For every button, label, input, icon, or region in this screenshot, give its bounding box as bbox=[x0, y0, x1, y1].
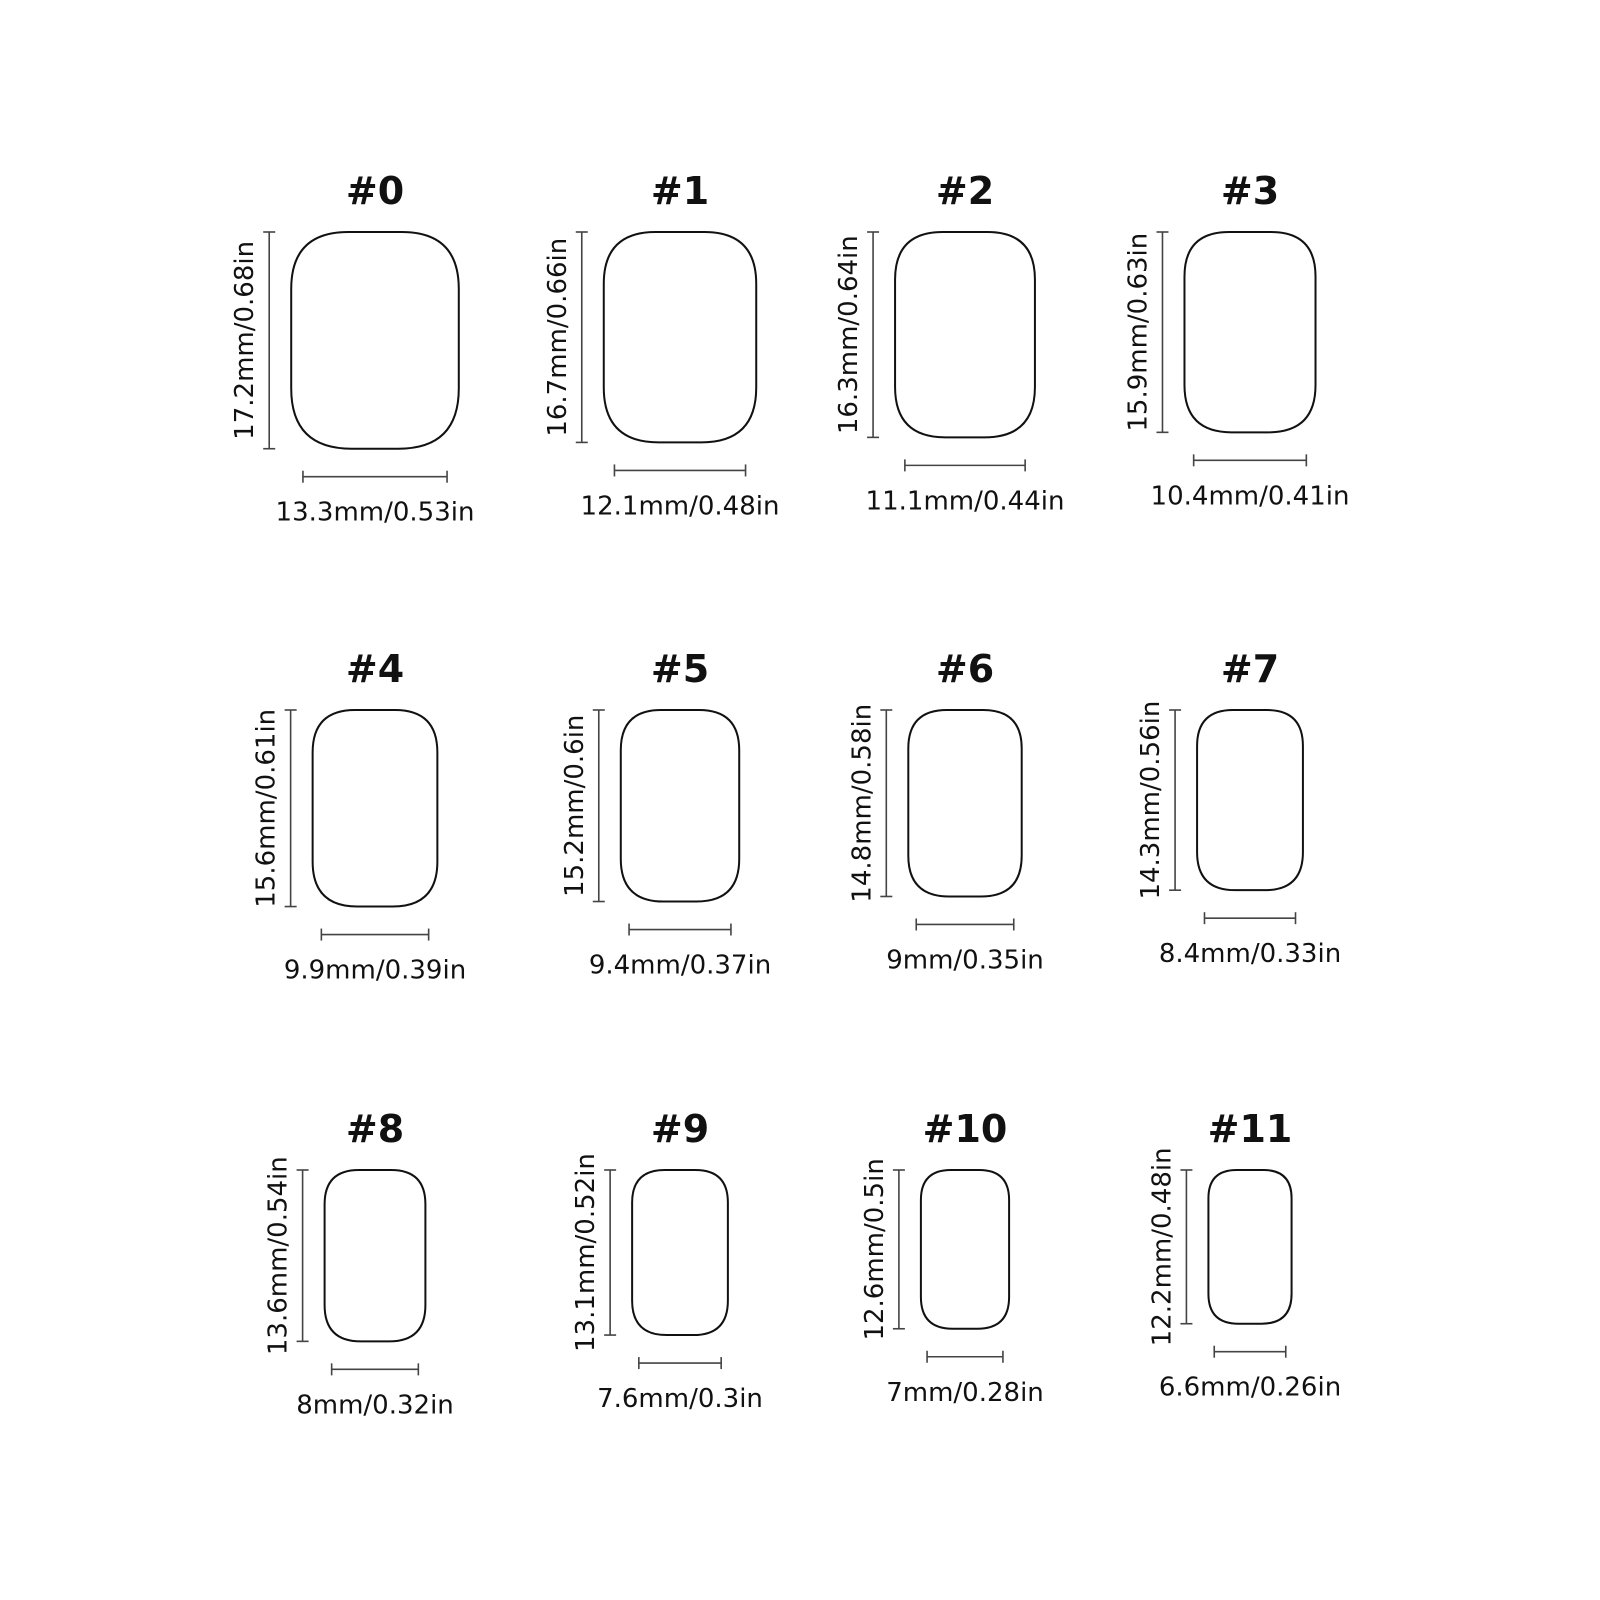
size-title: #1 bbox=[650, 169, 710, 213]
length-label: 16.7mm/0.66in bbox=[542, 237, 573, 437]
length-label: 17.2mm/0.68in bbox=[230, 240, 261, 440]
length-label: 12.6mm/0.5in bbox=[859, 1158, 890, 1341]
size-title: #4 bbox=[345, 647, 405, 691]
size-title: #11 bbox=[1207, 1107, 1293, 1151]
width-label: 8mm/0.32in bbox=[296, 1390, 454, 1421]
size-title: #0 bbox=[345, 169, 405, 213]
length-label: 13.1mm/0.52in bbox=[571, 1153, 602, 1352]
size-title: #5 bbox=[650, 647, 710, 691]
length-label: 12.2mm/0.48in bbox=[1147, 1147, 1178, 1347]
length-label: 14.3mm/0.56in bbox=[1136, 700, 1167, 900]
width-label: 12.1mm/0.48in bbox=[580, 491, 780, 522]
size-title: #6 bbox=[935, 647, 995, 691]
length-label: 15.6mm/0.61in bbox=[251, 708, 282, 908]
width-label: 6.6mm/0.26in bbox=[1158, 1372, 1342, 1403]
size-title: #10 bbox=[922, 1107, 1008, 1151]
size-title: #2 bbox=[935, 169, 995, 213]
width-label: 7.6mm/0.3in bbox=[597, 1384, 763, 1415]
length-label: 13.6mm/0.54in bbox=[263, 1156, 294, 1356]
size-title: #8 bbox=[345, 1107, 405, 1151]
length-label: 15.2mm/0.6in bbox=[559, 714, 590, 897]
size-title: #3 bbox=[1220, 169, 1280, 213]
width-label: 9.9mm/0.39in bbox=[283, 955, 467, 986]
width-label: 11.1mm/0.44in bbox=[865, 486, 1065, 517]
width-label: 9mm/0.35in bbox=[886, 945, 1044, 976]
width-label: 10.4mm/0.41in bbox=[1150, 481, 1350, 512]
size-title: #9 bbox=[650, 1107, 710, 1151]
width-label: 13.3mm/0.53in bbox=[275, 497, 475, 528]
width-label: 8.4mm/0.33in bbox=[1158, 939, 1342, 970]
width-label: 7mm/0.28in bbox=[886, 1377, 1044, 1408]
width-label: 9.4mm/0.37in bbox=[588, 950, 772, 981]
length-label: 14.8mm/0.58in bbox=[847, 703, 878, 903]
size-title: #7 bbox=[1220, 647, 1280, 691]
length-label: 16.3mm/0.64in bbox=[834, 235, 865, 435]
length-label: 15.9mm/0.63in bbox=[1123, 232, 1154, 432]
